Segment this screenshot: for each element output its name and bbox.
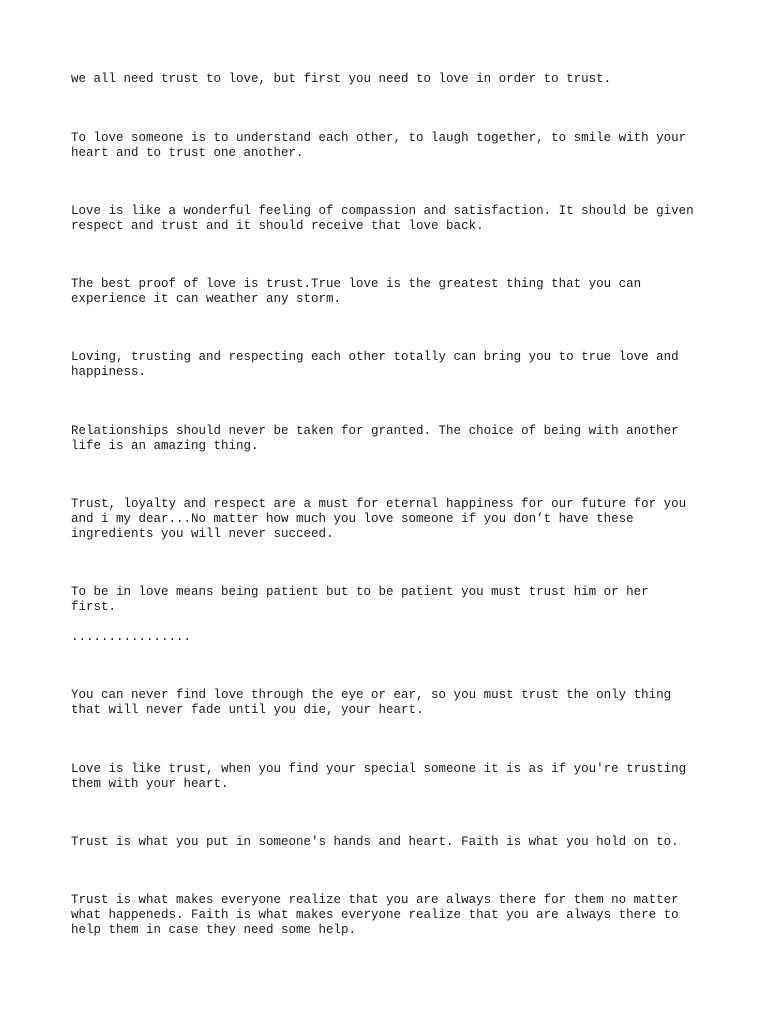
text-line: and i my dear...No matter how much you love someone if you don’t have these [71, 512, 634, 526]
text-line: experience it can weather any storm. [71, 292, 342, 306]
text-line: To love someone is to understand each other, to laugh together, to smile with your [71, 131, 687, 145]
text-line: them with your heart. [71, 777, 229, 791]
paragraph-6 [71, 424, 711, 454]
paragraph-3 [71, 204, 711, 234]
text-line: help them in case they need some help. [71, 923, 357, 937]
text-line: we all need trust to love, but first you need to love in order to trust. [71, 72, 612, 86]
paragraph-2 [71, 131, 711, 161]
text-line: The best proof of love is trust.True love is the greatest thing that you can [71, 277, 642, 291]
paragraph-11 [71, 835, 711, 850]
text-line: respect and trust and it should receive that love back. [71, 219, 484, 233]
text-line: ingredients you will never succeed. [71, 527, 334, 541]
text-line: ................ [71, 630, 192, 644]
text-line: that will never fade until you die, your heart. [71, 703, 424, 717]
paragraph-10 [71, 762, 711, 792]
text-line: Love is like trust, when you find your special someone it is as if you're trusting [71, 762, 687, 776]
paragraph-9 [71, 688, 711, 718]
dotted-separator [71, 630, 711, 645]
text-line: what happeneds. Faith is what makes everyone realize that you are always there to [71, 908, 679, 922]
paragraph-5 [71, 350, 711, 380]
paragraph-4 [71, 277, 711, 307]
text-line: first. [71, 600, 117, 614]
text-line: To be in love means being patient but to be patient you must trust him or her [71, 585, 649, 599]
text-line: Trust, loyalty and respect are a must for eternal happiness for our future for you [71, 497, 687, 511]
paragraph-1 [71, 72, 711, 87]
text-line: Love is like a wonderful feeling of compassion and satisfaction. It should be given [71, 204, 694, 218]
text-line: heart and to trust one another. [71, 146, 304, 160]
text-line: Trust is what makes everyone realize that you are always there for them no matter [71, 893, 679, 907]
paragraph-8 [71, 585, 711, 615]
text-line: life is an amazing thing. [71, 439, 259, 453]
paragraph-7 [71, 497, 711, 542]
text-line: You can never find love through the eye or ear, so you must trust the only thing [71, 688, 672, 702]
paragraph-12 [71, 893, 711, 938]
text-line: Relationships should never be taken for granted. The choice of being with another [71, 424, 679, 438]
text-line: Loving, trusting and respecting each other totally can bring you to true love and [71, 350, 679, 364]
text-line: happiness. [71, 365, 147, 379]
text-line: Trust is what you put in someone's hands and heart. Faith is what you hold on to. [71, 835, 679, 849]
